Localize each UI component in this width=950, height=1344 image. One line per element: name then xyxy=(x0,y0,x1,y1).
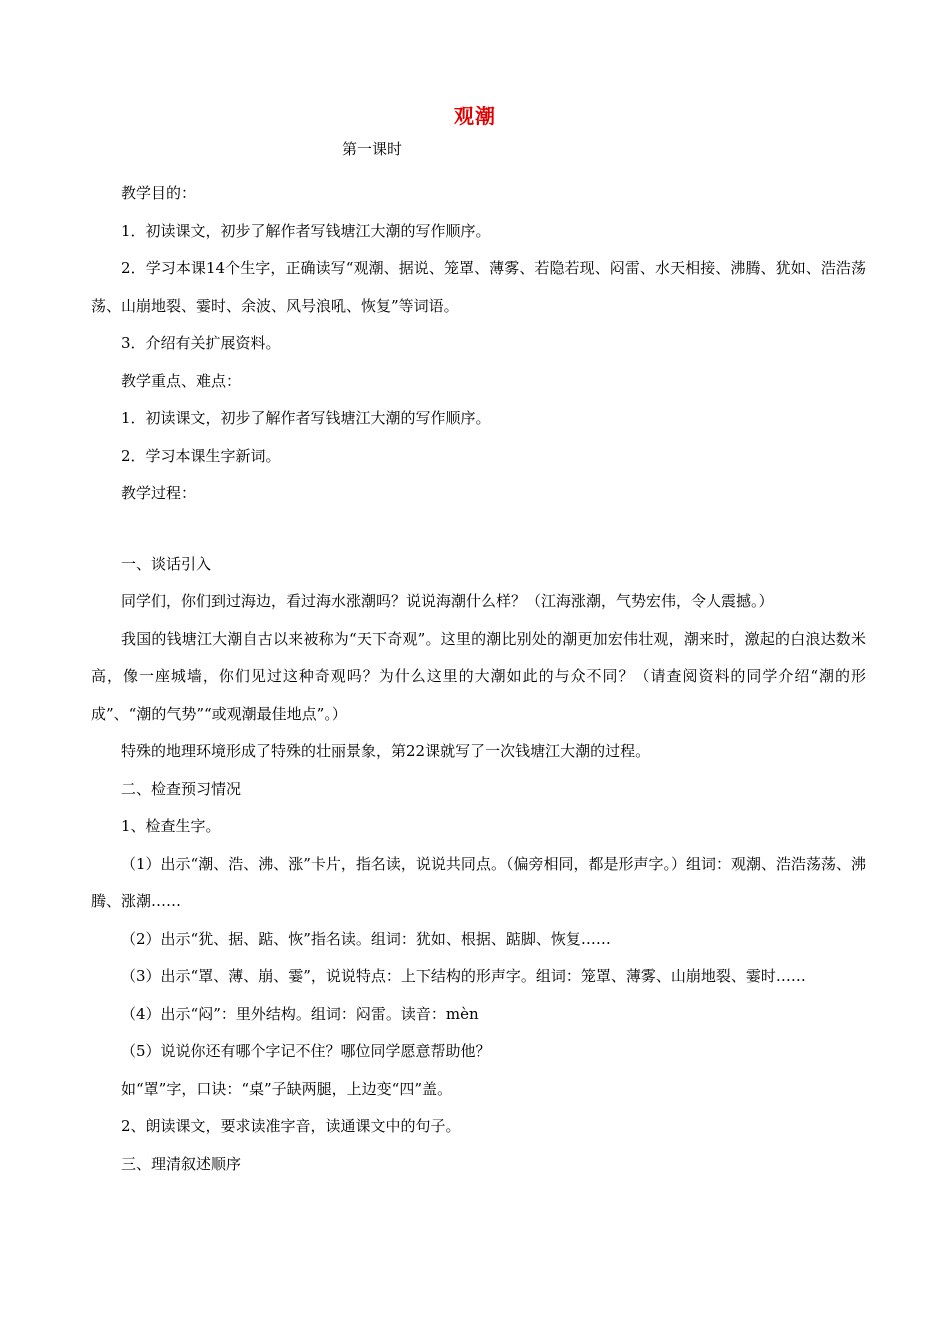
process-paragraph: （4）出示“闷”：里外结构。组词：闷雷。读音：mèn xyxy=(121,1004,479,1023)
process-heading: 二、检查预习情况 xyxy=(121,779,242,798)
lesson-subtitle: 第一课时 xyxy=(342,140,403,158)
process-paragraph: 我国的钱塘江大潮自古以来被称为“天下奇观”。这里的潮比别处的潮更加宏伟壮观，潮来时，激起的白浪达数米高，像一座城墙，你们见过这种奇观吗？为什么这里的大潮如此的与众不同？（请查阅资料的同学介绍“潮的形成”、“潮的气势”“或观潮最佳地点”。） xyxy=(91,629,866,723)
process-subheading: 2、朗读课文，要求读准字音，读通课文中的句子。 xyxy=(121,1117,461,1135)
process-paragraph: （2）出示“犹、据、踮、恢”指名读。组词：犹如、根据、踮脚、恢复…… xyxy=(121,929,611,948)
section-heading-objectives: 教学目的： xyxy=(121,184,197,202)
process-paragraph: 特殊的地理环境形成了特殊的壮丽景象，第22课就写了一次钱塘江大潮的过程。 xyxy=(121,742,651,760)
section-heading-key-points: 教学重点、难点： xyxy=(121,371,242,390)
process-paragraph: 如“罩”字，口诀：“桌”子缺两腿，上边变“四”盖。 xyxy=(121,1079,453,1098)
objective-item: 3．介绍有关扩展资料。 xyxy=(121,334,281,352)
process-paragraph: （3）出示“罩、薄、崩、霎”，说说特点：上下结构的形声字。组词：笼罩、薄雾、山崩地裂、霎时…… xyxy=(121,967,806,985)
document-body xyxy=(91,175,866,1183)
document-title: 观潮 xyxy=(454,104,496,128)
blank-line xyxy=(91,513,866,546)
process-heading: 三、理清叙述顺序 xyxy=(121,1154,242,1173)
objective-item: 1．初读课文，初步了解作者写钱塘江大潮的写作顺序。 xyxy=(121,221,491,240)
key-point-item: 2．学习本课生字新词。 xyxy=(121,446,281,465)
process-paragraph: 同学们，你们到过海边，看过海水涨潮吗？说说海潮什么样？（江海涨潮，气势宏伟，令人震撼。） xyxy=(121,592,774,610)
process-heading: 一、谈话引入 xyxy=(121,554,212,573)
section-heading-process: 教学过程： xyxy=(121,484,197,502)
process-paragraph: （5）说说你还有哪个字记不住？哪位同学愿意帮助他？ xyxy=(121,1042,491,1060)
process-subheading: 1、检查生字。 xyxy=(121,817,221,835)
process-paragraph: （1）出示“潮、浩、沸、涨”卡片，指名读，说说共同点。（偏旁相同，都是形声字。）组词：观潮、浩浩荡荡、沸腾、涨潮…… xyxy=(91,854,866,910)
key-point-item: 1．初读课文，初步了解作者写钱塘江大潮的写作顺序。 xyxy=(121,409,491,427)
objective-item: 2．学习本课14个生字，正确读写“观潮、据说、笼罩、薄雾、若隐若现、闷雷、水天相接、沸腾、犹如、浩浩荡荡、山崩地裂、霎时、余波、风号浪吼、恢复”等词语。 xyxy=(91,259,866,315)
